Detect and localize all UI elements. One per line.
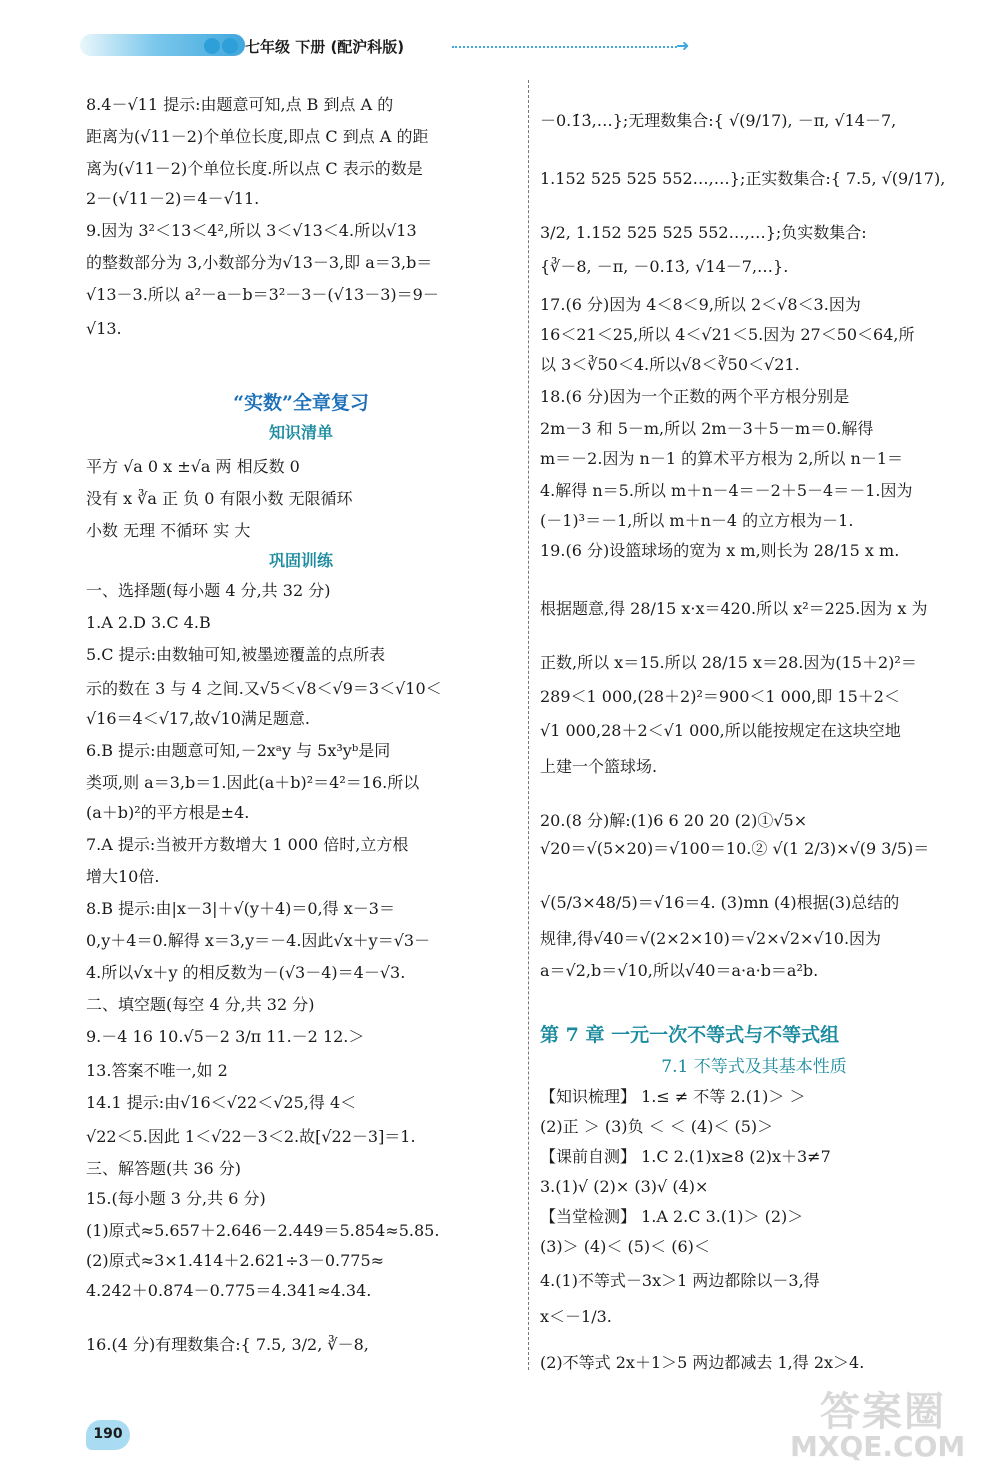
right-text-line: 【课前自测】 1.C 2.(1)x≥8 (2)x＋3≠7 [540, 1147, 831, 1166]
header-circle-icon [222, 38, 238, 54]
left-text-line: 巩固训练 [268, 551, 333, 570]
left-text-line: 三、解答题(共 36 分) [86, 1159, 242, 1178]
right-text-line: －0.1̇3̇,…};无理数集合:{ √(9/17), －π, √14－7, [540, 111, 897, 130]
right-text-line: {∛－8, －π, －0.1̇3̇, √14－7,…}. [540, 257, 789, 276]
left-text-line: “实数”全章复习 [233, 392, 369, 414]
left-text-line: 没有 x ∛a 正 负 0 有限小数 无限循环 [86, 489, 353, 508]
right-text-line: 根据题意,得 28/15 x·x＝420.所以 x²＝225.因为 x 为 [540, 599, 928, 618]
watermark-brand: 答案圈 [820, 1389, 946, 1435]
left-text-line: 增大10倍. [86, 867, 160, 886]
left-text-line: 13.答案不唯一,如 2 [86, 1061, 228, 1080]
left-text-line: √16＝4＜√17,故√10满足题意. [86, 709, 311, 728]
left-text-line: 4.所以√x＋y 的相反数为－(√3－4)＝4－√3. [86, 963, 406, 982]
column-divider [528, 80, 529, 1370]
page-number: 190 [93, 1426, 123, 1442]
left-text-line: 的整数部分为 3,小数部分为√13－3,即 a＝3,b＝ [86, 253, 433, 272]
left-text-line: √13－3.所以 a²－a－b＝3²－3－(√13－3)＝9－ [86, 285, 439, 304]
left-text-line: 14.1 提示:由√16＜√22＜√25,得 4＜ [86, 1093, 357, 1112]
right-text-line: 18.(6 分)因为一个正数的两个平方根分别是 [540, 387, 850, 406]
right-text-line: 4.解得 n＝5.所以 m＋n－4＝－2＋5－4＝－1.因为 [540, 481, 913, 500]
page-number-badge [86, 1416, 134, 1452]
header-dotted-line [452, 46, 677, 48]
right-text-line: √20＝√(5×20)＝√100＝10.② √(1 2/3)×√(9 3/5)＝ [540, 839, 930, 858]
right-text-line: x＜－1/3. [540, 1307, 612, 1326]
left-text-line: 小数 无理 不循环 实 大 [86, 521, 251, 540]
right-text-line: √(5/3×48/5)＝√16＝4. (3)mn (4)根据(3)总结的 [540, 893, 900, 912]
left-text-line: 距离为(√11－2)个单位长度,即点 C 到点 A 的距 [86, 127, 429, 146]
right-text-line: (2)正 ＞ (3)负 ＜ ＜ (4)＜ (5)＞ [540, 1117, 774, 1136]
watermark-url: MXQE.COM [790, 1430, 966, 1463]
right-text-line: 4.(1)不等式－3x＞1 两边都除以－3,得 [540, 1271, 820, 1290]
left-text-line: 5.C 提示:由数轴可知,被墨迹覆盖的点所表 [86, 645, 386, 664]
left-text-line: 4.242＋0.874－0.775＝4.341≈4.34. [86, 1281, 372, 1300]
right-text-line: m＝－2.因为 n－1 的算术平方根为 2,所以 n－1＝ [540, 449, 904, 468]
right-text-line: 以 3＜∛50＜4.所以√8＜∛50＜√21. [540, 355, 800, 374]
left-text-line: 1.A 2.D 3.C 4.B [86, 613, 211, 632]
right-text-line: 3/2, 1.152 525 525 552…,…};负实数集合: [540, 223, 867, 242]
right-text-line: (3)＞ (4)＜ (5)＜ (6)＜ [540, 1237, 710, 1256]
right-text-line: 第 7 章 一元一次不等式与不等式组 [540, 1024, 840, 1046]
right-text-line: 17.(6 分)因为 4＜8＜9,所以 2＜√8＜3.因为 [540, 295, 861, 314]
left-text-line: 示的数在 3 与 4 之间.又√5＜√8＜√9＝3＜√10＜ [86, 679, 442, 698]
left-text-line: 9.－4 16 10.√5－2 3/π 11.－2 12.＞ [86, 1027, 365, 1046]
left-text-line: 15.(每小题 3 分,共 6 分) [86, 1189, 266, 1208]
right-text-line: √1 000,28＋2＜√1 000,所以能按规定在这块空地 [540, 721, 901, 740]
right-text-line: 1.152 525 525 552…,…};正实数集合:{ 7.5, √(9/17), [540, 169, 946, 188]
left-text-line: 7.A 提示:当被开方数增大 1 000 倍时,立方根 [86, 835, 409, 854]
left-text-line: 16.(4 分)有理数集合:{ 7.5, 3/2, ∛－8, [86, 1335, 369, 1354]
left-text-line: (a＋b)²的平方根是±4. [86, 803, 250, 822]
right-text-line: 【当堂检测】 1.A 2.C 3.(1)＞ (2)＞ [540, 1207, 804, 1226]
right-text-line: 规律,得√40＝√(2×2×10)＝√2×√2×√10.因为 [540, 929, 882, 948]
right-text-line: 2m－3 和 5－m,所以 2m－3＋5－m＝0.解得 [540, 419, 874, 438]
left-text-line: 8.B 提示:由|x－3|＋√(y＋4)＝0,得 x－3＝ [86, 899, 395, 918]
arrow-right-icon: ➜ [676, 36, 690, 55]
right-text-line: 16＜21＜25,所以 4＜√21＜5.因为 27＜50＜64,所 [540, 325, 915, 344]
left-text-line: 平方 √a 0 x ±√a 两 相反数 0 [86, 457, 300, 476]
header-circle-icon [204, 38, 220, 54]
left-text-line: 8.4－√11 提示:由题意可知,点 B 到点 A 的 [86, 95, 394, 114]
header-brush-stroke [80, 34, 245, 56]
right-text-line: 19.(6 分)设篮球场的宽为 x m,则长为 28/15 x m. [540, 541, 900, 560]
watermark [780, 1380, 990, 1465]
right-text-line: a＝√2,b＝√10,所以√40＝a·a·b＝a²b. [540, 961, 819, 980]
left-text-line: 二、填空题(每空 4 分,共 32 分) [86, 995, 315, 1014]
header-title: 七年级 下册 (配沪科版) [245, 38, 405, 56]
left-text-line: 2－(√11－2)＝4－√11. [86, 189, 260, 208]
left-text-line: √22＜5.因此 1＜√22－3＜2.故[√22－3]＝1. [86, 1127, 416, 1146]
left-text-line: 6.B 提示:由题意可知,－2xᵃy 与 5x³yᵇ是同 [86, 741, 391, 760]
right-text-line: 上建一个篮球场. [540, 757, 658, 776]
right-text-line: 20.(8 分)解:(1)6 6 20 20 (2)①√5× [540, 811, 808, 830]
right-text-line: 【知识梳理】 1.≤ ≠ 不等 2.(1)＞ ＞ [540, 1087, 806, 1106]
right-text-line: 正数,所以 x＝15.所以 28/15 x＝28.因为(15＋2)²＝ [540, 653, 917, 672]
right-text-line: 7.1 不等式及其基本性质 [661, 1057, 847, 1077]
left-text-line: 一、选择题(每小题 4 分,共 32 分) [86, 581, 331, 600]
left-text-line: 类项,则 a＝3,b＝1.因此(a＋b)²＝4²＝16.所以 [86, 773, 420, 792]
left-text-line: (1)原式≈5.657＋2.646－2.449＝5.854≈5.85. [86, 1221, 440, 1240]
right-text-line: 289＜1 000,(28＋2)²＝900＜1 000,即 15＋2＜ [540, 687, 900, 706]
left-text-line: 0,y＋4＝0.解得 x＝3,y＝－4.因此√x＋y＝√3－ [86, 931, 431, 950]
right-text-line: (－1)³＝－1,所以 m＋n－4 的立方根为－1. [540, 511, 854, 530]
left-text-line: √13. [86, 319, 122, 338]
left-text-line: (2)原式≈3×1.414＋2.621÷3－0.775≈ [86, 1251, 385, 1270]
page-header [0, 0, 1000, 72]
right-text-line: 3.(1)√ (2)× (3)√ (4)× [540, 1177, 709, 1196]
left-text-line: 9.因为 3²＜13＜4²,所以 3＜√13＜4.所以√13 [86, 221, 417, 240]
right-text-line: (2)不等式 2x＋1＞5 两边都减去 1,得 2x＞4. [540, 1353, 865, 1372]
left-text-line: 离为(√11－2)个单位长度.所以点 C 表示的数是 [86, 159, 423, 178]
left-text-line: 知识清单 [268, 423, 333, 442]
